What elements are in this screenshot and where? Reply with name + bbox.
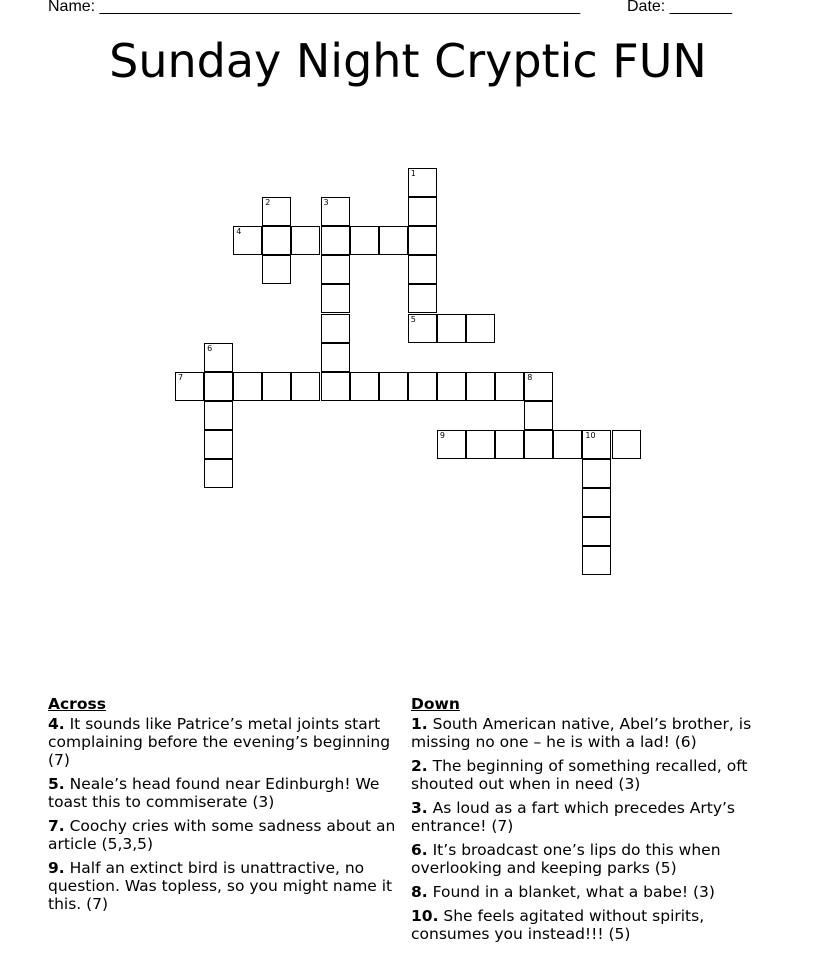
cell-number: 6 xyxy=(207,343,213,353)
clue-across-4 xyxy=(48,715,398,769)
grid-cell[interactable] xyxy=(437,372,466,401)
grid-cell[interactable] xyxy=(291,372,320,401)
grid-cell[interactable] xyxy=(408,226,437,255)
grid-cell[interactable] xyxy=(321,284,350,313)
clue-down-3 xyxy=(411,799,771,835)
cell-number: 2 xyxy=(265,198,271,208)
date-field-line: Date: _______ xyxy=(627,0,732,15)
clue-number: 9. xyxy=(48,859,65,877)
grid-cell[interactable] xyxy=(524,401,553,430)
grid-cell[interactable] xyxy=(524,430,553,459)
clue-across-7 xyxy=(48,817,398,853)
clue-number: 2. xyxy=(411,757,428,775)
clue-text: She feels agitated without spirits, consumes you instead!!! (5) xyxy=(411,907,705,943)
grid-cell[interactable] xyxy=(321,372,350,401)
grid-cell[interactable] xyxy=(437,314,466,343)
clue-number: 8. xyxy=(411,883,428,901)
grid-cell[interactable] xyxy=(495,430,524,459)
clue-text: It sounds like Patrice’s metal joints start complaining before the evening’s beginning (7) xyxy=(48,715,391,769)
cell-number: 7 xyxy=(178,372,184,382)
clue-text: Found in a blanket, what a babe! (3) xyxy=(427,883,715,901)
grid-cell[interactable] xyxy=(204,459,233,488)
grid-cell[interactable] xyxy=(408,197,437,226)
grid-cell[interactable] xyxy=(350,226,379,255)
grid-cell[interactable] xyxy=(204,372,233,401)
puzzle-title: Sunday Night Cryptic FUN xyxy=(109,34,707,88)
cell-number: 9 xyxy=(439,430,445,440)
grid-cell[interactable] xyxy=(233,372,262,401)
grid-cell[interactable] xyxy=(204,343,233,372)
grid-cell[interactable] xyxy=(262,255,291,284)
grid-cell[interactable] xyxy=(321,343,350,372)
grid-cell[interactable] xyxy=(379,226,408,255)
cell-number: 4 xyxy=(236,227,242,237)
grid-cell[interactable] xyxy=(204,430,233,459)
cell-number: 5 xyxy=(410,314,416,324)
clue-down-1 xyxy=(411,715,771,751)
grid-cell[interactable] xyxy=(233,226,262,255)
grid-cell[interactable] xyxy=(466,314,495,343)
clue-down-2 xyxy=(411,757,771,793)
clue-text: Coochy cries with some sadness about an article (5,3,5) xyxy=(48,817,396,853)
clue-number: 7. xyxy=(48,817,65,835)
grid-cell[interactable] xyxy=(408,284,437,313)
down-clues xyxy=(411,695,771,949)
grid-cell[interactable] xyxy=(408,314,437,343)
clue-number: 1. xyxy=(411,715,428,733)
clue-text: As loud as a fart which precedes Arty’s entrance! (7) xyxy=(411,799,736,835)
grid-cell[interactable] xyxy=(495,372,524,401)
grid-cell[interactable] xyxy=(379,372,408,401)
grid-cell[interactable] xyxy=(582,517,611,546)
clue-down-10 xyxy=(411,907,771,943)
grid-cell[interactable] xyxy=(582,488,611,517)
cell-number: 8 xyxy=(527,372,533,382)
clue-text: Half an extinct bird is unattractive, no question. Was topless, so you might name it this. (7) xyxy=(48,859,393,913)
grid-cell[interactable] xyxy=(582,546,611,575)
grid-cell[interactable] xyxy=(553,430,582,459)
clue-text: It’s broadcast one’s lips do this when overlooking and keeping parks (5) xyxy=(411,841,721,877)
grid-cell[interactable] xyxy=(204,401,233,430)
grid-cell[interactable] xyxy=(612,430,641,459)
cell-number: 3 xyxy=(323,198,329,208)
grid-cell[interactable] xyxy=(408,372,437,401)
grid-cell[interactable] xyxy=(582,459,611,488)
clue-number: 4. xyxy=(48,715,65,733)
clue-across-9 xyxy=(48,859,398,913)
cell-number: 1 xyxy=(410,169,416,178)
clue-down-8 xyxy=(411,883,771,901)
clue-down-6 xyxy=(411,841,771,877)
grid-cell[interactable] xyxy=(524,372,553,401)
down-heading: Down xyxy=(411,695,460,713)
grid-cell[interactable] xyxy=(175,372,204,401)
grid-cell[interactable] xyxy=(321,226,350,255)
grid-cell[interactable] xyxy=(408,168,437,197)
grid-cell[interactable] xyxy=(262,197,291,226)
grid-cell[interactable] xyxy=(262,372,291,401)
cell-number: 10 xyxy=(585,430,596,440)
clue-number: 6. xyxy=(411,841,428,859)
across-clues xyxy=(48,695,398,919)
grid-cell[interactable] xyxy=(466,372,495,401)
grid-cell[interactable] xyxy=(321,314,350,343)
grid-cell[interactable] xyxy=(262,226,291,255)
clue-text: The beginning of something recalled, oft shouted out when in need (3) xyxy=(411,757,748,793)
clue-number: 3. xyxy=(411,799,428,817)
grid-cell[interactable] xyxy=(582,430,611,459)
grid-cell[interactable] xyxy=(437,430,466,459)
grid-cell[interactable] xyxy=(291,226,320,255)
name-field-line: Name: ______________________________________________________ xyxy=(48,0,581,15)
grid-cell[interactable] xyxy=(350,372,379,401)
clue-number: 10. xyxy=(411,907,439,925)
clue-text: Neale’s head found near Edinburgh! We toast this to commiserate (3) xyxy=(48,775,380,811)
grid-cell[interactable] xyxy=(466,430,495,459)
grid-cell[interactable] xyxy=(408,255,437,284)
grid-cell[interactable] xyxy=(321,197,350,226)
clue-across-5 xyxy=(48,775,398,811)
clue-text: South American native, Abel’s brother, is missing no one – he is with a lad! (6) xyxy=(411,715,752,751)
across-heading: Across xyxy=(48,695,106,713)
clue-number: 5. xyxy=(48,775,65,793)
grid-cell[interactable] xyxy=(321,255,350,284)
